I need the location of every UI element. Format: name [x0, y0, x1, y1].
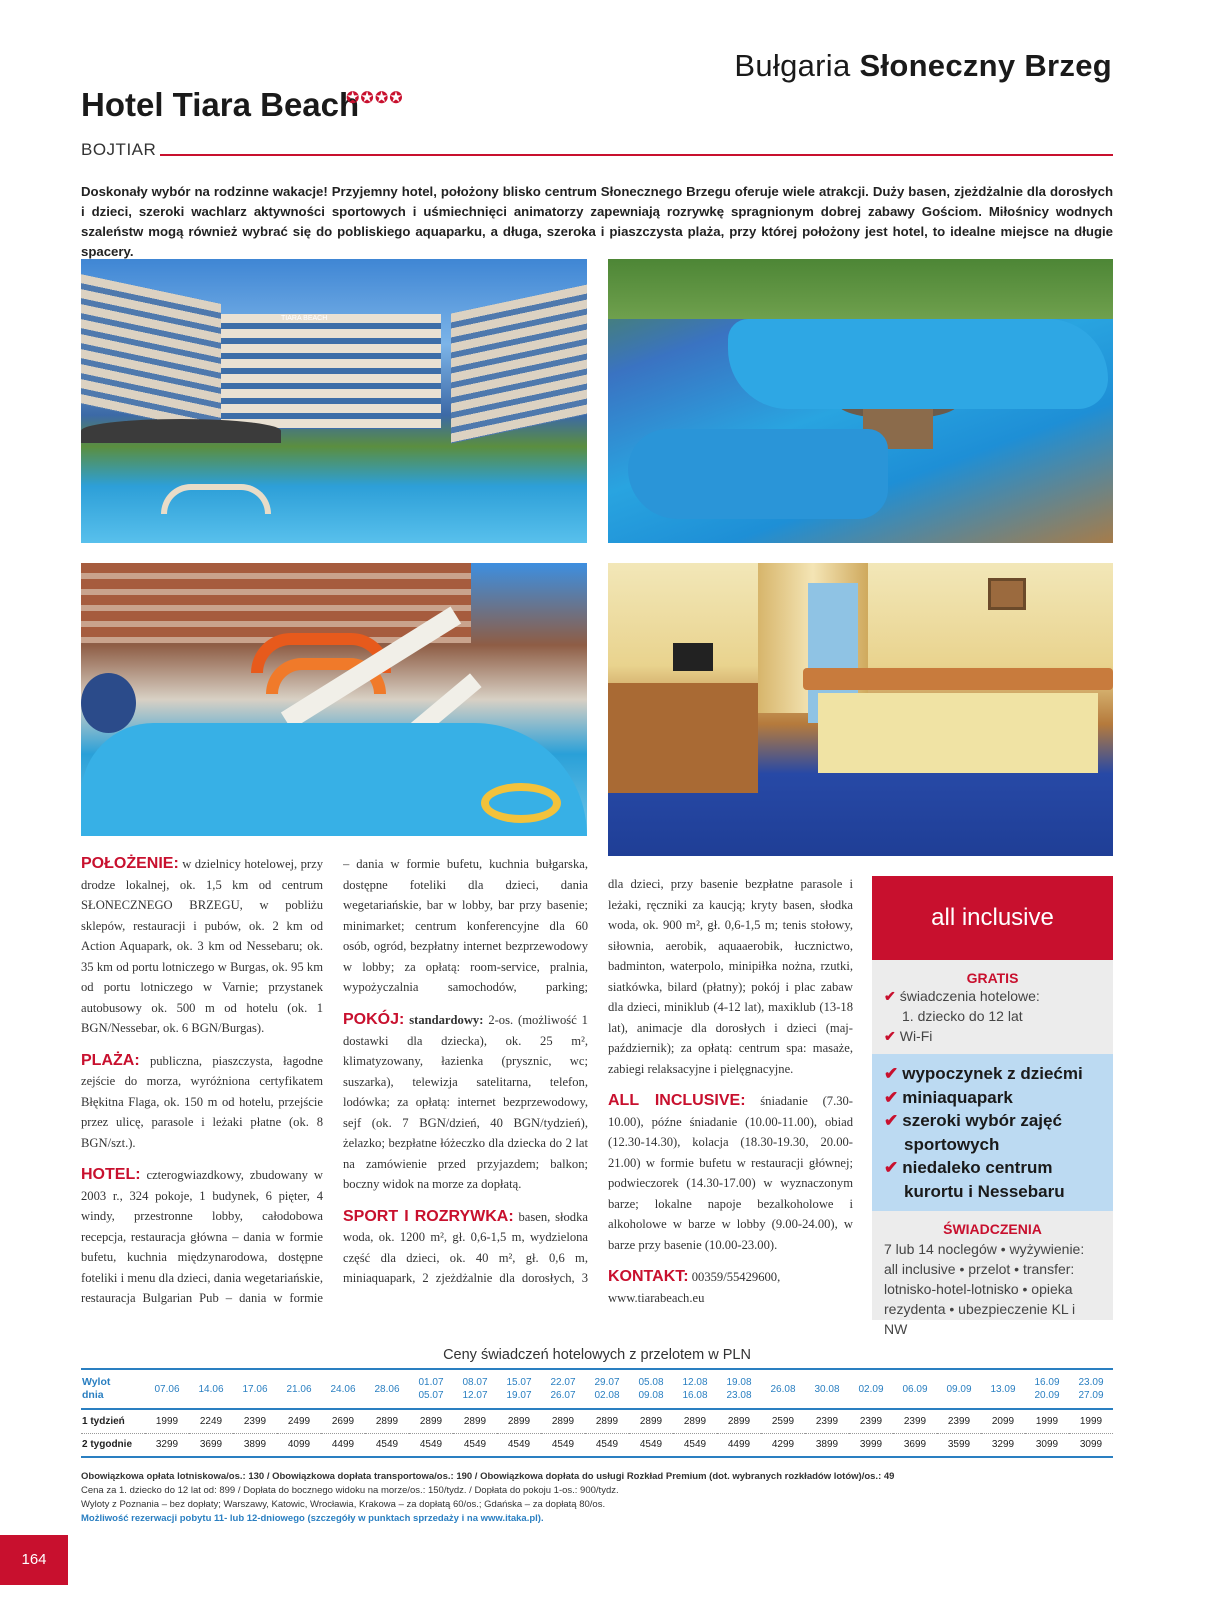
all-inclusive-heading: ALL INCLUSIVE: — [608, 1092, 746, 1109]
date-row — [81, 1369, 1113, 1409]
sport-text: basen, słodka woda, ok. 1200 m², gł. 0,6-1,5 m, wydzielona część dla dzieci, ok. 40 m², gł. 0,6 m, miniaquapark, 2 zjeżdżalnie dla dorosłych, 3 — [343, 1209, 588, 1285]
price-notes — [81, 1470, 1113, 1526]
price-cell: 2899 — [541, 1409, 585, 1433]
region-title — [734, 48, 1112, 84]
departure-date: 30.08 — [805, 1369, 849, 1409]
highlight-item: ✔ wypoczynek z dziećmi — [884, 1064, 1083, 1083]
resort-name: Słoneczny Brzeg — [859, 48, 1112, 83]
price-row — [81, 1409, 1113, 1433]
check-icon: ✔ — [884, 1028, 896, 1044]
departure-date: 01.07 05.07 — [409, 1369, 453, 1409]
departure-date: 26.08 — [761, 1369, 805, 1409]
hotel-heading: HOTEL: — [81, 1166, 141, 1183]
departure-date: 07.06 — [145, 1369, 189, 1409]
departure-date: 29.07 02.08 — [585, 1369, 629, 1409]
gratis-item: ✔ świadczenia hotelowe: — [884, 988, 1040, 1004]
services-heading: ŚWIADCZENIA — [943, 1221, 1042, 1237]
price-cell: 2249 — [189, 1409, 233, 1433]
hotel-room-photo — [608, 563, 1113, 856]
price-cell: 2699 — [321, 1409, 365, 1433]
contact-phone: 00359/55429600, — [691, 1270, 781, 1284]
note-line: Wyloty z Poznania – bez dopłaty; Warszawy, Katowic, Wrocławia, Krakowa – za dopłatą 60/os.; Gdańska – za dopłatą 80/os. — [81, 1499, 606, 1510]
departure-date: 02.09 — [849, 1369, 893, 1409]
check-icon: ✔ — [884, 1087, 899, 1107]
header-divider — [160, 154, 1113, 156]
contact-heading: KONTAKT: — [608, 1268, 689, 1285]
price-cell: 4299 — [761, 1433, 805, 1457]
price-cell: 2899 — [409, 1409, 453, 1433]
price-row — [81, 1433, 1113, 1457]
check-icon: ✔ — [884, 988, 896, 1004]
hotel-section — [81, 1165, 323, 1307]
sport-section-continued — [608, 874, 853, 1079]
description-column-2 — [343, 854, 588, 1303]
intro-text: Doskonały wybór na rodzinne wakacje! Przyjemny hotel, położony blisko centrum Słonecznego Brzegu oferuje wiele atrakcji. Duży basen, zjeżdżalnie dla dorosłych i dzieci, szeroki wachlarz aktywności sportowych i uśmiechnięci animatorzy zapewniają rozrywkę spragnionym dobrej zabawy Gościom. Miłośnicy wodnych szaleństw mogą również wybrać się do pobliskiego aquaparku, a długa, szeroka i piaszczysta plaża, przy której położony jest hotel, to idealne miejsce na długie spacery. — [81, 184, 1113, 259]
price-cell: 3299 — [145, 1433, 189, 1457]
services-text: 7 lub 14 noclegów • wyżywienie: all inclusive • przelot • transfer: lotnisko-hotel-lotnisko • opieka rezydenta • ubezpieczenie KL i NW — [884, 1241, 1085, 1337]
departure-date: 24.06 — [321, 1369, 365, 1409]
room-heading: POKÓJ: — [343, 1011, 405, 1028]
departure-date: 09.09 — [937, 1369, 981, 1409]
country-name: Bułgaria — [734, 48, 851, 83]
hotel-building-photo — [81, 259, 587, 543]
gratis-item: ✔ Wi-Fi — [884, 1028, 933, 1044]
note-line: Cena za 1. dziecko do 12 lat od: 899 / Dopłata do bocznego widoku na morze/os.: 150/tydz. / Dopłata do pokoju 1-os.: 900/tydz. — [81, 1485, 619, 1496]
price-cell: 2899 — [585, 1409, 629, 1433]
hotel-text-continued: – dania w formie bufetu, kuchnia bułgarska, dostępne foteliki dla dzieci, dania wegetariańskie, bar w lobby, bar przy basenie; minimarket; centrum konferencyjne dla 60 osób, ogród, bezpłatny internet bezprzewodowy w lobby; za opłatą: room-service, pralnia, wypożyczalnia samochodów, parking; — [343, 857, 588, 994]
location-text: w dzielnicy hotelowej, przy drodze lokalnej, ok. 1,5 km od centrum SŁONECZNEGO BRZEGU, w pobliżu sklepów, restauracji i pubów, ok. 2 km od Action Aquapark, ok. 3 km od Nessebaru; ok. 35 km od portu lotniczego w Burgas, ok. 95 km od portu lotniczego w Varnie; przystanek autobusowy ok. 500 m od hotelu (ok. 1 BGN/Nessebar, ok. 6 BGN/Burgas). — [81, 857, 323, 1035]
price-cell: 4549 — [409, 1433, 453, 1457]
price-cell: 3999 — [849, 1433, 893, 1457]
description-column-1 — [81, 854, 323, 1319]
price-cell: 2099 — [981, 1409, 1025, 1433]
departure-date: 06.09 — [893, 1369, 937, 1409]
check-icon: ✔ — [884, 1111, 899, 1130]
price-cell: 1999 — [1025, 1409, 1069, 1433]
price-cell: 1999 — [145, 1409, 189, 1433]
price-cell: 2599 — [761, 1409, 805, 1433]
box-title: all inclusive — [872, 876, 1113, 960]
beach-section — [81, 1051, 323, 1154]
price-cell: 2899 — [717, 1409, 761, 1433]
departure-date: 28.06 — [365, 1369, 409, 1409]
price-cell: 2399 — [233, 1409, 277, 1433]
star-rating-icon: ✪✪✪✪ — [346, 90, 404, 107]
price-cell: 2899 — [497, 1409, 541, 1433]
sport-text-continued: dla dzieci, przy basenie bezpłatne parasole i leżaki, ręczniki za kaucją; kryty basen, słodka woda, ok. 900 m², gł. 0,6-1,5 m; tenis stołowy, siłownia, aerobik, aquaaerobik, łucznictwo, badminton, waterpolo, minipiłka nożna, rzutki, siatkówka, bilard (płatny); pokój i plac zabaw dla dzieci, miniklub (4-12 lat), maxiklub (13-18 lat), animacje dla dorosłych i dzieci (maj-październik); za opłatą: centrum spa: masaże, zabiegi relaksacyjne i pielęgnacyjne. — [608, 877, 853, 1076]
price-cell: 4549 — [541, 1433, 585, 1457]
price-cell: 3299 — [981, 1433, 1025, 1457]
price-cell: 2399 — [937, 1409, 981, 1433]
price-cell: 4099 — [277, 1433, 321, 1457]
price-cell: 1999 — [1069, 1409, 1113, 1433]
price-table — [81, 1368, 1113, 1458]
price-cell: 4549 — [673, 1433, 717, 1457]
price-cell: 4499 — [321, 1433, 365, 1457]
price-cell: 4549 — [453, 1433, 497, 1457]
departure-date: 16.09 20.09 — [1025, 1369, 1069, 1409]
highlight-item: ✔ miniaquapark — [884, 1087, 1013, 1107]
price-cell: 4549 — [629, 1433, 673, 1457]
room-text: 2-os. (możliwość 1 dostawki dla dziecka), ok. 25 m², klimatyzowany, łazienka (prysznic, wc; suszarka), telewizja satelitarna, telefon, lodówka; za opłatą: internet bezprzewodowy, sejf (ok. 7 BGN/dzień, 40 BGN/tydzień), żelazko; bezpłatne łóżeczko dla dziecka do 2 lat na zamówienie przed przyjazdem; balkon; boczny widok na morze za dopłatą. — [343, 1013, 588, 1191]
price-cell: 2499 — [277, 1409, 321, 1433]
price-cell: 2399 — [893, 1409, 937, 1433]
location-heading: POŁOŻENIE: — [81, 855, 179, 872]
price-cell: 3099 — [1069, 1433, 1113, 1457]
price-cell: 3099 — [1025, 1433, 1069, 1457]
departure-date: 13.09 — [981, 1369, 1025, 1409]
price-cell: 4549 — [365, 1433, 409, 1457]
description-column-3 — [608, 874, 853, 1320]
hotel-sign: TIARA BEACH — [281, 315, 328, 322]
all-inclusive-box — [872, 876, 1113, 1337]
departure-date: 21.06 — [277, 1369, 321, 1409]
location-section — [81, 854, 323, 1039]
price-cell: 3699 — [893, 1433, 937, 1457]
departure-date: 17.06 — [233, 1369, 277, 1409]
hotel-name: Hotel Tiara Beach — [81, 86, 360, 123]
gratis-heading: GRATIS — [966, 970, 1019, 986]
check-icon: ✔ — [884, 1158, 899, 1177]
price-cell: 2399 — [849, 1409, 893, 1433]
price-row-label: 2 tygodnie — [81, 1433, 145, 1457]
price-cell: 2399 — [805, 1409, 849, 1433]
departure-date: 08.07 12.07 — [453, 1369, 497, 1409]
page-number: 164 — [0, 1535, 68, 1585]
price-cell: 3899 — [233, 1433, 277, 1457]
gratis-item: 1. dziecko do 12 lat — [902, 1008, 1023, 1024]
price-cell: 4549 — [585, 1433, 629, 1457]
all-inclusive-text: śniadanie (7.30-10.00), późne śniadanie (10.00-11.00), obiad (12.30-14.30), kolacja (18.30-19.30, 20.00-21.00) w formie bufetu w restauracji głównej; podwieczorek (14.30-17.00) w wyznaczonym barze; lokalne napoje bezalkoholowe i alkoholowe w barze w lobby (9.00-24.00), w barze przy basenie (10.00-23.00). — [608, 1094, 854, 1252]
check-icon: ✔ — [884, 1064, 899, 1083]
price-cell: 4549 — [497, 1433, 541, 1457]
all-inclusive-section — [608, 1091, 853, 1255]
date-row-label: Wylot dnia — [81, 1369, 145, 1409]
hotel-section-continued — [343, 854, 588, 998]
departure-date: 15.07 19.07 — [497, 1369, 541, 1409]
price-row-label: 1 tydzień — [81, 1409, 145, 1433]
price-cell: 2899 — [453, 1409, 497, 1433]
sport-section — [343, 1207, 588, 1291]
price-cell: 2899 — [365, 1409, 409, 1433]
contact-website[interactable]: www.tiarabeach.eu — [608, 1290, 705, 1305]
highlight-item: ✔ szeroki wybór zajęć sportowych — [884, 1111, 1062, 1154]
departure-date: 12.08 16.08 — [673, 1369, 717, 1409]
highlights-list — [872, 1054, 1113, 1211]
note-line: Obowiązkowa opłata lotniskowa/os.: 130 / Obowiązkowa dopłata transportowa/os.: 190 / Obowiązkowa dopłata do usługi Rozkład Premium (dot. wybranych rozkładów lotów)/os.: 49 — [81, 1471, 895, 1482]
beach-text: publiczna, piaszczysta, łagodne zejście do morza, wyróżniona certyfikatem Błękitna Flaga, ok. 150 m od hotelu, przejście przez ulicę, parasole i leżaki płatne (ok. 8 BGN/szt.). — [81, 1053, 323, 1150]
price-cell: 3899 — [805, 1433, 849, 1457]
price-cell: 2899 — [673, 1409, 717, 1433]
price-cell: 4499 — [717, 1433, 761, 1457]
pool-aerial-photo — [608, 259, 1113, 543]
room-type: standardowy: — [409, 1013, 484, 1027]
sport-heading: SPORT I ROZRYWKA: — [343, 1207, 514, 1225]
price-cell: 3699 — [189, 1433, 233, 1457]
hotel-code: BOJTIAR — [81, 140, 157, 159]
departure-date: 14.06 — [189, 1369, 233, 1409]
price-table-title: Ceny świadczeń hotelowych z przelotem w PLN — [443, 1347, 751, 1363]
hotel-text: czterogwiazdkowy, zbudowany w 2003 r., 324 pokoje, 1 budynek, 6 pięter, 4 windy, przestronne lobby, całodobowa recepcja, restauracja główna – dania w formie bufetu, kuchnia międzynarodowa, dostępne foteliki i menu dla dzieci, dania wegetariańskie, restauracja Bulgarian Pub – dania w formie — [81, 1168, 323, 1305]
contact-section — [608, 1267, 853, 1308]
water-slides-photo — [81, 563, 587, 836]
room-section — [343, 1010, 588, 1195]
price-cell: 3599 — [937, 1433, 981, 1457]
price-cell: 2899 — [629, 1409, 673, 1433]
departure-date: 19.08 23.08 — [717, 1369, 761, 1409]
beach-heading: PLAŻA: — [81, 1051, 140, 1069]
departure-date: 22.07 26.07 — [541, 1369, 585, 1409]
note-line: Możliwość rezerwacji pobytu 11- lub 12-dniowego (szczegóły w punktach sprzedaży i na www.itaka.pl). — [81, 1513, 544, 1524]
departure-date: 23.09 27.09 — [1069, 1369, 1113, 1409]
highlight-item: ✔ niedaleko centrum kurortu i Nessebaru — [884, 1158, 1065, 1201]
departure-date: 05.08 09.08 — [629, 1369, 673, 1409]
